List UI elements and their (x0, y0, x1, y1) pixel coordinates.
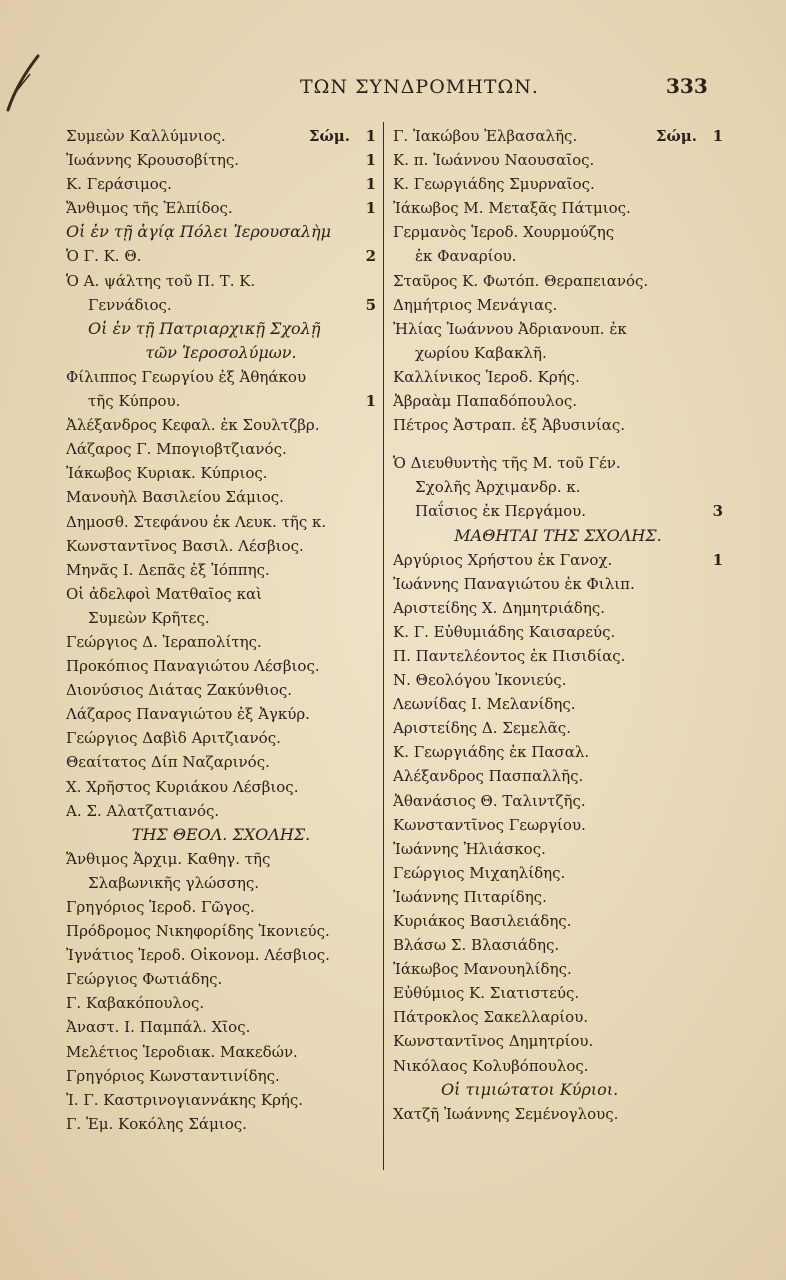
entry-text: Πρόδρομος Νικηφορίδης Ἰκονιεύς. (66, 922, 330, 941)
entry-text: Συμεὼν Κρῆτες. (88, 608, 210, 627)
subscriber-entry (393, 620, 723, 644)
copies-count: 1 (712, 127, 723, 145)
subscriber-entry (66, 389, 376, 413)
subscriber-entry (393, 244, 723, 268)
entry-text: Κ. Γεράσιμος. (66, 175, 172, 194)
entry-text: Ἰάκωβος Κυριακ. Κύπριος. (66, 464, 268, 483)
entry-text: Χ. Χρῆστος Κυριάκου Λέσβιος. (66, 777, 299, 796)
subscriber-entry (393, 909, 723, 933)
entry-text: Ν. Θεολόγου Ἰκονιεύς. (393, 671, 567, 690)
entry-text: Ἰωάννης Ἠλιάσκος. (393, 839, 546, 858)
subscriber-entry (66, 991, 376, 1015)
subscriber-entry (66, 413, 376, 437)
entry-text: Ἰ. Γ. Καστρινογιαννάκης Κρής. (66, 1090, 304, 1109)
entry-text: Κωνσταντῖνος Βασιλ. Λέσβιος. (66, 536, 304, 555)
entry-text: Κ. Γεωργιάδης Σμυρναῖος. (393, 175, 595, 194)
entry-text: Π. Παντελέοντος ἐκ Πισιδίας. (393, 646, 626, 665)
entry-text: Νικόλαος Κολυβόπουλος. (393, 1056, 589, 1075)
subscriber-entry (393, 572, 723, 596)
subscriber-entry (393, 499, 723, 523)
subscriber-entry (66, 967, 376, 991)
subscriber-entry (66, 461, 376, 485)
entry-text: Βλάσω Σ. Βλασιάδης. (393, 936, 560, 955)
subscriber-entry (393, 341, 723, 365)
subscriber-entry (66, 293, 376, 317)
entry-text: Ἀλέξανδρος Κεφαλ. ἐκ Σουλτζβρ. (66, 416, 320, 435)
entry-text: Μηνᾶς Ι. Δεπᾶς ἐξ Ἰόππης. (66, 560, 270, 579)
entry-text: Οἱ ἀδελφοὶ Ματθαῖος καὶ (66, 584, 262, 603)
entry-text: Α. Σ. Αλατζατιανός. (66, 801, 220, 820)
subscriber-entry (393, 148, 723, 172)
copies-count: 1 (365, 392, 376, 411)
entry-text: Θεαίτατος Δίπ Ναζαρινός. (66, 753, 270, 772)
entry-text: Ὁ Α. ψάλτης τοῦ Π. Τ. Κ. (66, 271, 256, 290)
subscriber-entry (393, 981, 723, 1005)
subscriber-entry (66, 558, 376, 582)
entry-text: Οἱ ἐν τῇ Πατριαρχικῇ Σχολῇ (88, 318, 321, 338)
subscriber-entry (393, 1102, 723, 1126)
entry-text: Γ. Ἐμ. Κοκόλης Σάμιος. (66, 1114, 247, 1133)
entry-text: Γ. Ἰακώβου Ἐλβασαλῆς. (393, 127, 578, 145)
subscriber-entry (393, 1005, 723, 1029)
entry-text: Λάζαρος Παναγιώτου ἐξ Ἀγκύρ. (66, 705, 310, 724)
subscriber-entry (393, 413, 723, 437)
entry-text: Δημοσθ. Στεφάνου ἐκ Λευκ. τῆς κ. (66, 512, 327, 531)
left-column (66, 124, 376, 1136)
subscriber-entry (66, 702, 376, 726)
entry-text: Κυριάκος Βασιλειάδης. (393, 912, 572, 930)
entry-text: Ὁ Διευθυντὴς τῆς Μ. τοῦ Γέν. (393, 454, 621, 473)
subscriber-entry (393, 451, 723, 475)
column-divider (383, 122, 384, 1170)
copies-count: 3 (712, 502, 723, 521)
subscriber-entry (66, 341, 376, 365)
subscriber-entry (393, 437, 723, 451)
subscriber-entry (66, 823, 376, 847)
subscriber-entry (66, 437, 376, 461)
subscriber-entry (66, 1088, 376, 1112)
entry-text: Αριστείδης Χ. Δημητριάδης. (393, 598, 605, 617)
subscriber-entry (66, 172, 376, 196)
entry-text: Ἰωάννης Παναγιώτου ἐκ Φιλιπ. (393, 574, 635, 593)
subscriber-entry (393, 644, 723, 668)
entry-text: τῆς Κύπρου. (88, 392, 181, 411)
entry-text: Προκόπιος Παναγιώτου Λέσβιος. (66, 657, 320, 676)
entry-text: Ἀβραὰμ Παπαδόπουλος. (393, 392, 578, 411)
subscriber-entry (66, 1112, 376, 1136)
subscriber-entry (66, 847, 376, 871)
entry-text: ἐκ Φαναρίου. (415, 247, 517, 266)
copies-count: 1 (712, 550, 723, 569)
subscriber-entry (66, 799, 376, 823)
entry-text: Πέτρος Ἀστραπ. ἐξ Ἀβυσινίας. (393, 416, 626, 435)
subscriber-entry (66, 269, 376, 293)
entry-text: Γεώργιος Φωτιάδης. (66, 970, 223, 989)
subscriber-entry (393, 933, 723, 957)
subscriber-entry (393, 317, 723, 341)
entry-text: ΤΗΣ ΘΕΟΛ. ΣΧΟΛΗΣ. (131, 824, 311, 844)
subscriber-entry (66, 582, 376, 606)
entry-text: Ἰωάννης Πιταρίδης. (393, 887, 547, 906)
subscriber-entry (393, 596, 723, 620)
entry-text: Λάζαρος Γ. Μπογιοβτζιανός. (66, 440, 287, 459)
subscriber-entry (66, 654, 376, 678)
entry-text: Ἀθανάσιος Θ. Ταλιντζῆς. (393, 791, 586, 810)
right-column (393, 124, 723, 1126)
subscriber-entry (66, 871, 376, 895)
entry-text: Ἄνθιμος Ἀρχιμ. Καθηγ. τῆς (66, 849, 271, 868)
subscriber-entry (66, 630, 376, 654)
subscriber-entry (393, 1054, 723, 1078)
subscriber-entry (66, 510, 376, 534)
entry-text: Οἱ τιμιώτατοι Κύριοι. (441, 1079, 619, 1099)
subscriber-entry (393, 861, 723, 885)
subscriber-entry (66, 726, 376, 750)
entry-text: Κ. π. Ἰωάννου Ναουσαῖος. (393, 151, 595, 170)
entry-text: Γεώργιος Δ. Ἱεραπολίτης. (66, 632, 262, 651)
page-header (0, 74, 786, 104)
entry-text: Αριστείδης Δ. Σεμελᾶς. (393, 719, 571, 738)
subscriber-entry (66, 317, 376, 341)
subscriber-entry (66, 148, 376, 172)
subscriber-entry (393, 475, 723, 499)
entry-text: Καλλίνικος Ἱεροδ. Κρής. (393, 367, 580, 386)
subscriber-entry (393, 1078, 723, 1102)
entry-text: Γερμανὸς Ἱεροδ. Χουρμούζης (393, 223, 615, 242)
subscriber-entry (393, 548, 723, 572)
entry-text: Συμεὼν Καλλύμνιος. (66, 127, 226, 145)
subscriber-entry (393, 524, 723, 548)
subscriber-entry (393, 692, 723, 716)
subscriber-entry (393, 172, 723, 196)
entry-text: Κωνσταντῖνος Δημητρίου. (393, 1032, 594, 1051)
subscriber-entry (393, 1029, 723, 1053)
subscriber-entry (66, 196, 376, 220)
subscriber-entry (393, 668, 723, 692)
subscriber-entry (66, 1040, 376, 1064)
entry-text: Γεώργιος Δαβὶδ Αριτζιανός. (66, 729, 281, 748)
entry-text: Οἱ ἐν τῇ ἁγίᾳ Πόλει Ἱερουσαλὴμ (66, 222, 331, 242)
subscriber-entry (393, 957, 723, 981)
copies-label: Σώμ. (308, 127, 350, 145)
page-number: 333 (666, 74, 708, 98)
entry-text: Σλαβωνικῆς γλώσσης. (88, 873, 260, 892)
subscriber-entry (393, 365, 723, 389)
subscriber-entry (393, 885, 723, 909)
subscriber-entry (393, 196, 723, 220)
entry-text: Κωνσταντῖνος Γεωργίου. (393, 815, 586, 834)
subscriber-entry (66, 775, 376, 799)
subscriber-entry (393, 789, 723, 813)
entry-text: Μελέτιος Ἱεροδιακ. Μακεδών. (66, 1042, 298, 1061)
entry-text: Κ. Γ. Εὐθυμιάδης Καισαρεύς. (393, 622, 616, 641)
subscriber-entry (66, 365, 376, 389)
entry-text: Ὁ Γ. Κ. Θ. (66, 247, 142, 266)
entry-text: Φίλιππος Γεωργίου ἐξ Ἀθηάκου (66, 367, 307, 386)
subscriber-entry (66, 1015, 376, 1039)
subscriber-entry (393, 293, 723, 317)
subscriber-entry (66, 1064, 376, 1088)
entry-text: Διονύσιος Διάτας Ζακύνθιος. (66, 681, 293, 700)
subscriber-entry (393, 740, 723, 764)
entry-text: Κ. Γεωργιάδης ἐκ Πασαλ. (393, 743, 590, 762)
subscriber-entry (66, 244, 376, 268)
entry-text: Μανουὴλ Βασιλείου Σάμιος. (66, 488, 284, 507)
entry-text: χωρίου Καβακλῆ. (415, 343, 547, 362)
entry-text: Σχολῆς Ἀρχιμανδρ. κ. (415, 478, 581, 497)
entry-text: Αργύριος Χρήστου ἐκ Γανοχ. (393, 550, 613, 569)
entry-text: Ἰάκωβος Μ. Μεταξᾶς Πάτμιος. (393, 199, 631, 218)
entry-text: Ἀναστ. Ι. Παμπάλ. Χῖος. (66, 1018, 251, 1037)
entry-text: Γεννάδιος. (88, 295, 172, 314)
subscriber-entry (393, 124, 723, 148)
entry-text: Λεωνίδας Ι. Μελανίδης. (393, 695, 576, 714)
subscriber-entry (393, 764, 723, 788)
subscriber-entry (66, 485, 376, 509)
subscriber-entry (66, 124, 376, 148)
entry-text: Παΐσιος ἐκ Περγάμου. (415, 502, 587, 521)
entry-text: Γ. Καβακόπουλος. (66, 994, 205, 1013)
copies-count: 1 (365, 199, 376, 218)
copies-label: Σώμ. (655, 127, 697, 145)
entry-text: Γεώργιος Μιχαηλίδης. (393, 863, 566, 882)
entry-text: Πάτροκλος Σακελλαρίου. (393, 1008, 589, 1027)
copies-count: 1 (365, 127, 376, 145)
entry-text: Εὐθύμιος Κ. Σιατιστεύς. (393, 984, 580, 1003)
entry-text: Ἰγνάτιος Ἱεροδ. Οἰκονομ. Λέσβιος. (66, 946, 330, 965)
subscriber-entry (66, 895, 376, 919)
entry-text: Σταῦρος Κ. Φωτόπ. Θεραπειανός. (393, 271, 649, 290)
subscriber-entry (66, 606, 376, 630)
subscriber-entry (393, 220, 723, 244)
subscriber-entry (66, 534, 376, 558)
entry-text: Ἰωάννης Κρουσοβίτης. (66, 151, 240, 170)
entry-text: Γρηγόριος Ἱεροδ. Γῶγος. (66, 898, 255, 916)
entry-text: Ἄνθιμος τῆς Ἐλπίδος. (66, 199, 233, 218)
entry-text: Αλέξανδρος Πασπαλλῆς. (393, 767, 584, 786)
entry-text: Δημήτριος Μενάγιας. (393, 295, 558, 314)
subscriber-entry (66, 919, 376, 943)
subscriber-entry (66, 750, 376, 774)
subscriber-entry (393, 716, 723, 740)
copies-count: 5 (365, 295, 376, 314)
subscriber-entry (66, 943, 376, 967)
copies-count: 2 (365, 247, 376, 266)
entry-text: Χατζῆ Ἰωάννης Σεμένογλους. (393, 1104, 619, 1123)
entry-text: ΜΑΘΗΤΑΙ ΤΗΣ ΣΧΟΛΗΣ. (454, 525, 662, 545)
entry-text: Γρηγόριος Κωνσταντινίδης. (66, 1066, 280, 1085)
copies-count: 1 (365, 151, 376, 170)
entry-text: Ἰάκωβος Μανουηλίδης. (393, 960, 572, 979)
subscriber-entry (393, 269, 723, 293)
copies-count: 1 (365, 175, 376, 194)
subscriber-entry (66, 220, 376, 244)
running-title: ΤΩΝ ΣΥΝΔΡΟΜΗΤΩΝ. (300, 76, 539, 98)
subscriber-entry (393, 837, 723, 861)
entry-text: Ἠλίας Ἰωάννου Ἀδριανουπ. ἐκ (393, 319, 627, 338)
subscriber-entry (393, 389, 723, 413)
subscriber-entry (66, 678, 376, 702)
entry-text: τῶν Ἱεροσολύμων. (145, 342, 297, 362)
subscriber-entry (393, 813, 723, 837)
